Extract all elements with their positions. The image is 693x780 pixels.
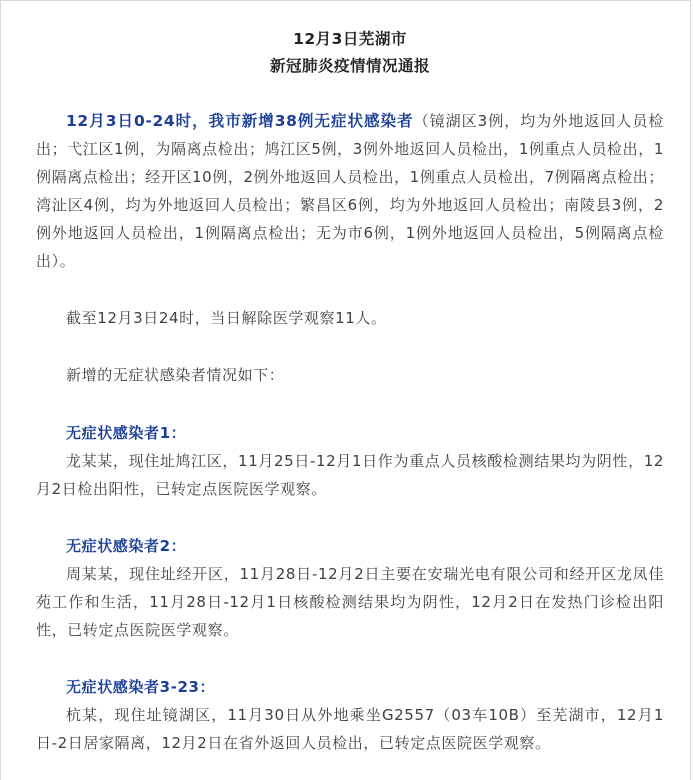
intro-paragraph: 新增的无症状感染者情况如下：	[66, 366, 285, 384]
summary-detail: （镜湖区3例，均为外地返回人员检出；弋江区1例，为隔离点检出；鸠江区5例，3例外地返回人员检出，1例重点人员检出，1例隔离点检出；经开区10例，2例外地返回人员检出，1例重点人员检出，7例隔离点检出；湾沚区4例，均为外地返回人员检出；繁昌区6例，均为外地返回人员检出；南陵县3例，2例外地返回人员检出，1例隔离点检出；无为市6例，1例外地返回人员检出，5例隔离点检出）。	[36, 112, 664, 270]
case-2-heading: 无症状感染者2：	[66, 537, 187, 555]
article-body	[36, 26, 664, 757]
case-1-heading: 无症状感染者1：	[66, 424, 187, 442]
case-3-text: 杭某，现住址镜湖区，11月30日从外地乘坐G2557（03车10B）至芜湖市，12月1日-2日居家隔离，12月2日在省外返回人员检出，已转定点医院医学观察。	[36, 706, 664, 752]
title-line-1: 12月3日芜湖市	[293, 30, 407, 48]
case-1-text: 龙某某，现住址鸠江区，11月25日-12月1日作为重点人员核酸检测结果均为阴性，12月2日检出阳性，已转定点医院医学观察。	[36, 452, 664, 498]
summary-lead: 12月3日0-24时，我市新增38例无症状感染者	[66, 112, 414, 130]
summary-paragraph	[36, 107, 664, 275]
case-2-text: 周某某，现住址经开区，11月28日-12月2日主要在安瑞光电有限公司和经开区龙凤佳苑工作和生活，11月28日-12月1日核酸检测结果均为阴性，12月2日在发热门诊检出阳性，已转定点医院医学观察。	[36, 565, 664, 639]
release-paragraph: 截至12月3日24时，当日解除医学观察11人。	[66, 309, 387, 327]
title-line-2: 新冠肺炎疫情情况通报	[269, 57, 430, 75]
case-3-heading: 无症状感染者3-23：	[66, 678, 216, 696]
page-title	[36, 26, 664, 80]
